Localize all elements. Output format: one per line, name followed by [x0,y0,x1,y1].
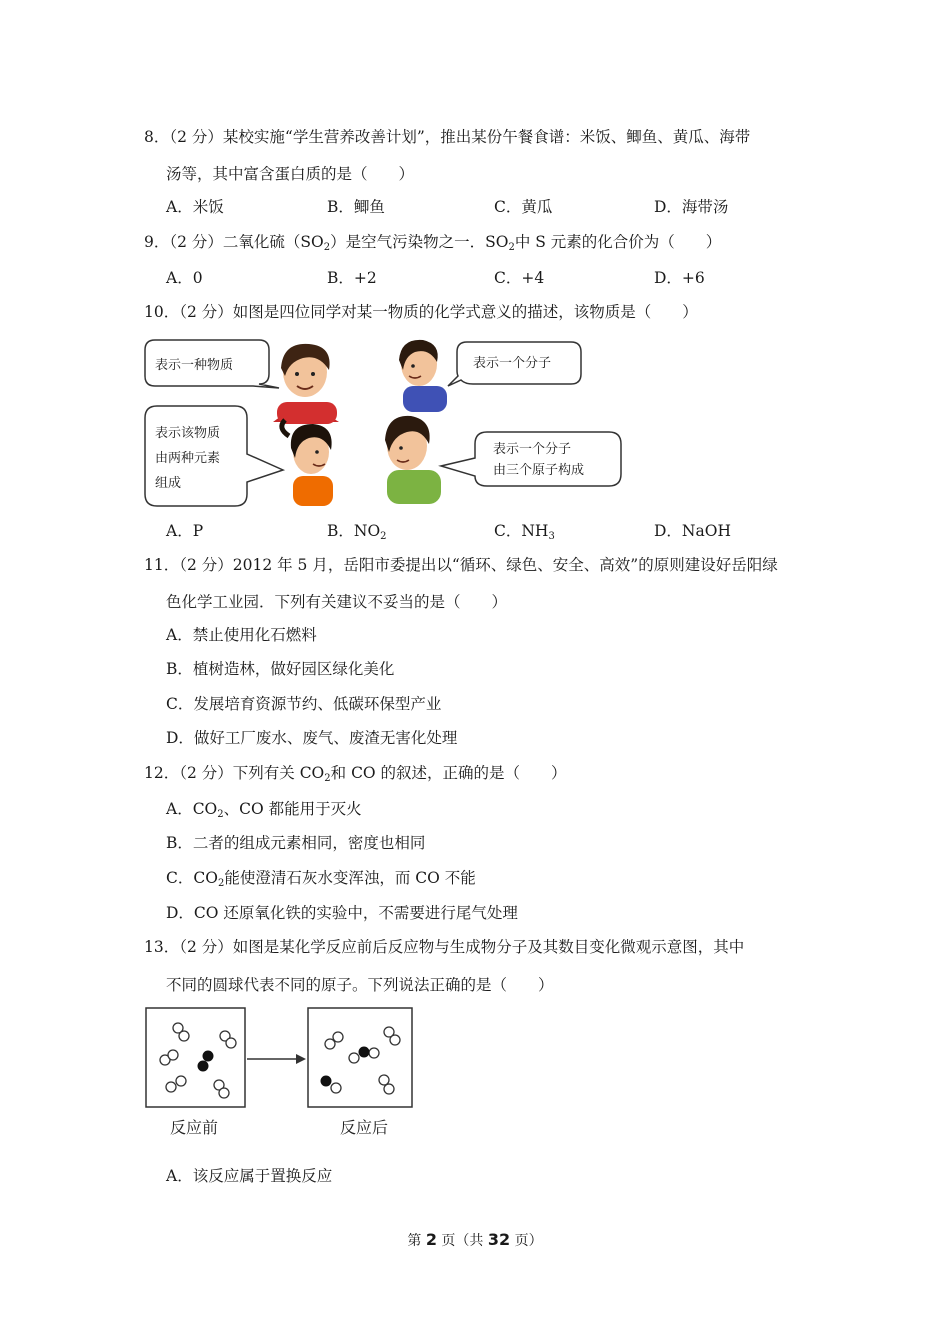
q9-option-a: A．0 [166,269,203,287]
q11-option-a: A．禁止使用化石燃料 [166,626,317,644]
bubble-1-text: 表示一种物质 [155,358,234,373]
q9-option-c: C．+4 [494,269,545,287]
q8-option-b: B．鲫鱼 [327,198,385,216]
q9-stem: 9．（2 分）二氧化硫$(SO_2)$是空气污染物之一．$SO_2$中 S 元素的化合价为（ ） [144,233,722,253]
page-footer: 第 2 页（共 32 页） [407,1230,543,1249]
q10-option-c: C．$NH_3$ [494,522,555,542]
q9-option-d: D．+6 [654,269,705,287]
q10-stem: 10．（2 分）如图是四位同学对某一物质的化学式意义的描述，该物质是（ ） [144,303,698,321]
q11-stem-line1: 11．（2 分）2012 年 5 月，岳阳市委提出以“循环、绿色、安全、高效”的原则建设好岳阳绿 [144,556,778,574]
q13-reaction-diagram [144,1005,416,1140]
q12-option-d: D．CO 还原氧化铁的实验中，不需要进行尾气处理 [166,904,518,922]
q8-option-a: A．米饭 [166,198,224,216]
caption-before: 反应前 [170,1118,219,1137]
q11-option-b: B．植树造林，做好园区绿化美化 [166,660,395,678]
total-pages: 32 [487,1230,511,1249]
student-4-figure [385,416,441,504]
q10-cartoon-figure [143,336,628,508]
speech-bubble-3 [145,406,283,506]
speech-bubble-1 [145,340,279,388]
student-3-figure [282,420,333,506]
reaction-arrow [247,1054,306,1064]
page-number: 2 [425,1230,437,1249]
q11-stem-line2: 色化学工业园．下列有关建议不妥当的是（ ） [166,593,508,611]
q10-option-a: A．P [166,522,204,540]
q10-option-d: D．NaOH [654,522,731,540]
q12-option-c: C．$CO_2$能使澄清石灰水变浑浊，而 CO 不能 [166,869,476,889]
bubble-3-line1: 表示该物质 [155,426,221,441]
q12-stem: 12．（2 分）下列有关 $CO_2$和 CO 的叙述，正确的是（ ） [144,764,567,784]
q8-option-c: C．黄瓜 [494,198,553,216]
q9-option-b: B．+2 [327,269,377,287]
speech-bubble-2 [448,342,581,386]
q8-option-d: D．海带汤 [654,198,729,216]
student-2-figure [399,340,447,412]
q8-stem-line2: 汤等，其中富含蛋白质的是（ ） [166,165,415,183]
bubble-4-line2: 由三个原子构成 [493,463,585,478]
caption-after: 反应后 [340,1118,389,1137]
q12-option-b: B．二者的组成元素相同，密度也相同 [166,834,426,852]
q11-option-c: C．发展培育资源节约、低碳环保型产业 [166,695,442,713]
speech-bubble-4 [441,432,621,486]
q10-option-b: B．$NO_2$ [327,522,387,542]
q11-option-d: D．做好工厂废水、废气、废渣无害化处理 [166,729,458,747]
q13-stem-line1: 13．（2 分）如图是某化学反应前后反应物与生成物分子及其数目变化微观示意图，其中 [144,938,745,956]
bubble-3-line2: 由两种元素 [155,451,221,466]
q8-stem-line1: 8．（2 分）某校实施“学生营养改善计划”，推出某份午餐食谱：米饭、鲫鱼、黄瓜、海带 [144,128,751,146]
bubble-3-line3: 组成 [155,476,182,491]
student-1-figure [273,344,339,424]
after-box [308,1008,412,1107]
bubble-4-line1: 表示一个分子 [493,442,572,457]
q13-stem-line2: 不同的圆球代表不同的原子。下列说法正确的是（ ） [166,976,554,994]
q12-option-a: A．$CO_2$、CO 都能用于灭火 [166,800,362,820]
bubble-2-text: 表示一个分子 [473,356,552,371]
q13-option-a: A．该反应属于置换反应 [166,1167,333,1185]
